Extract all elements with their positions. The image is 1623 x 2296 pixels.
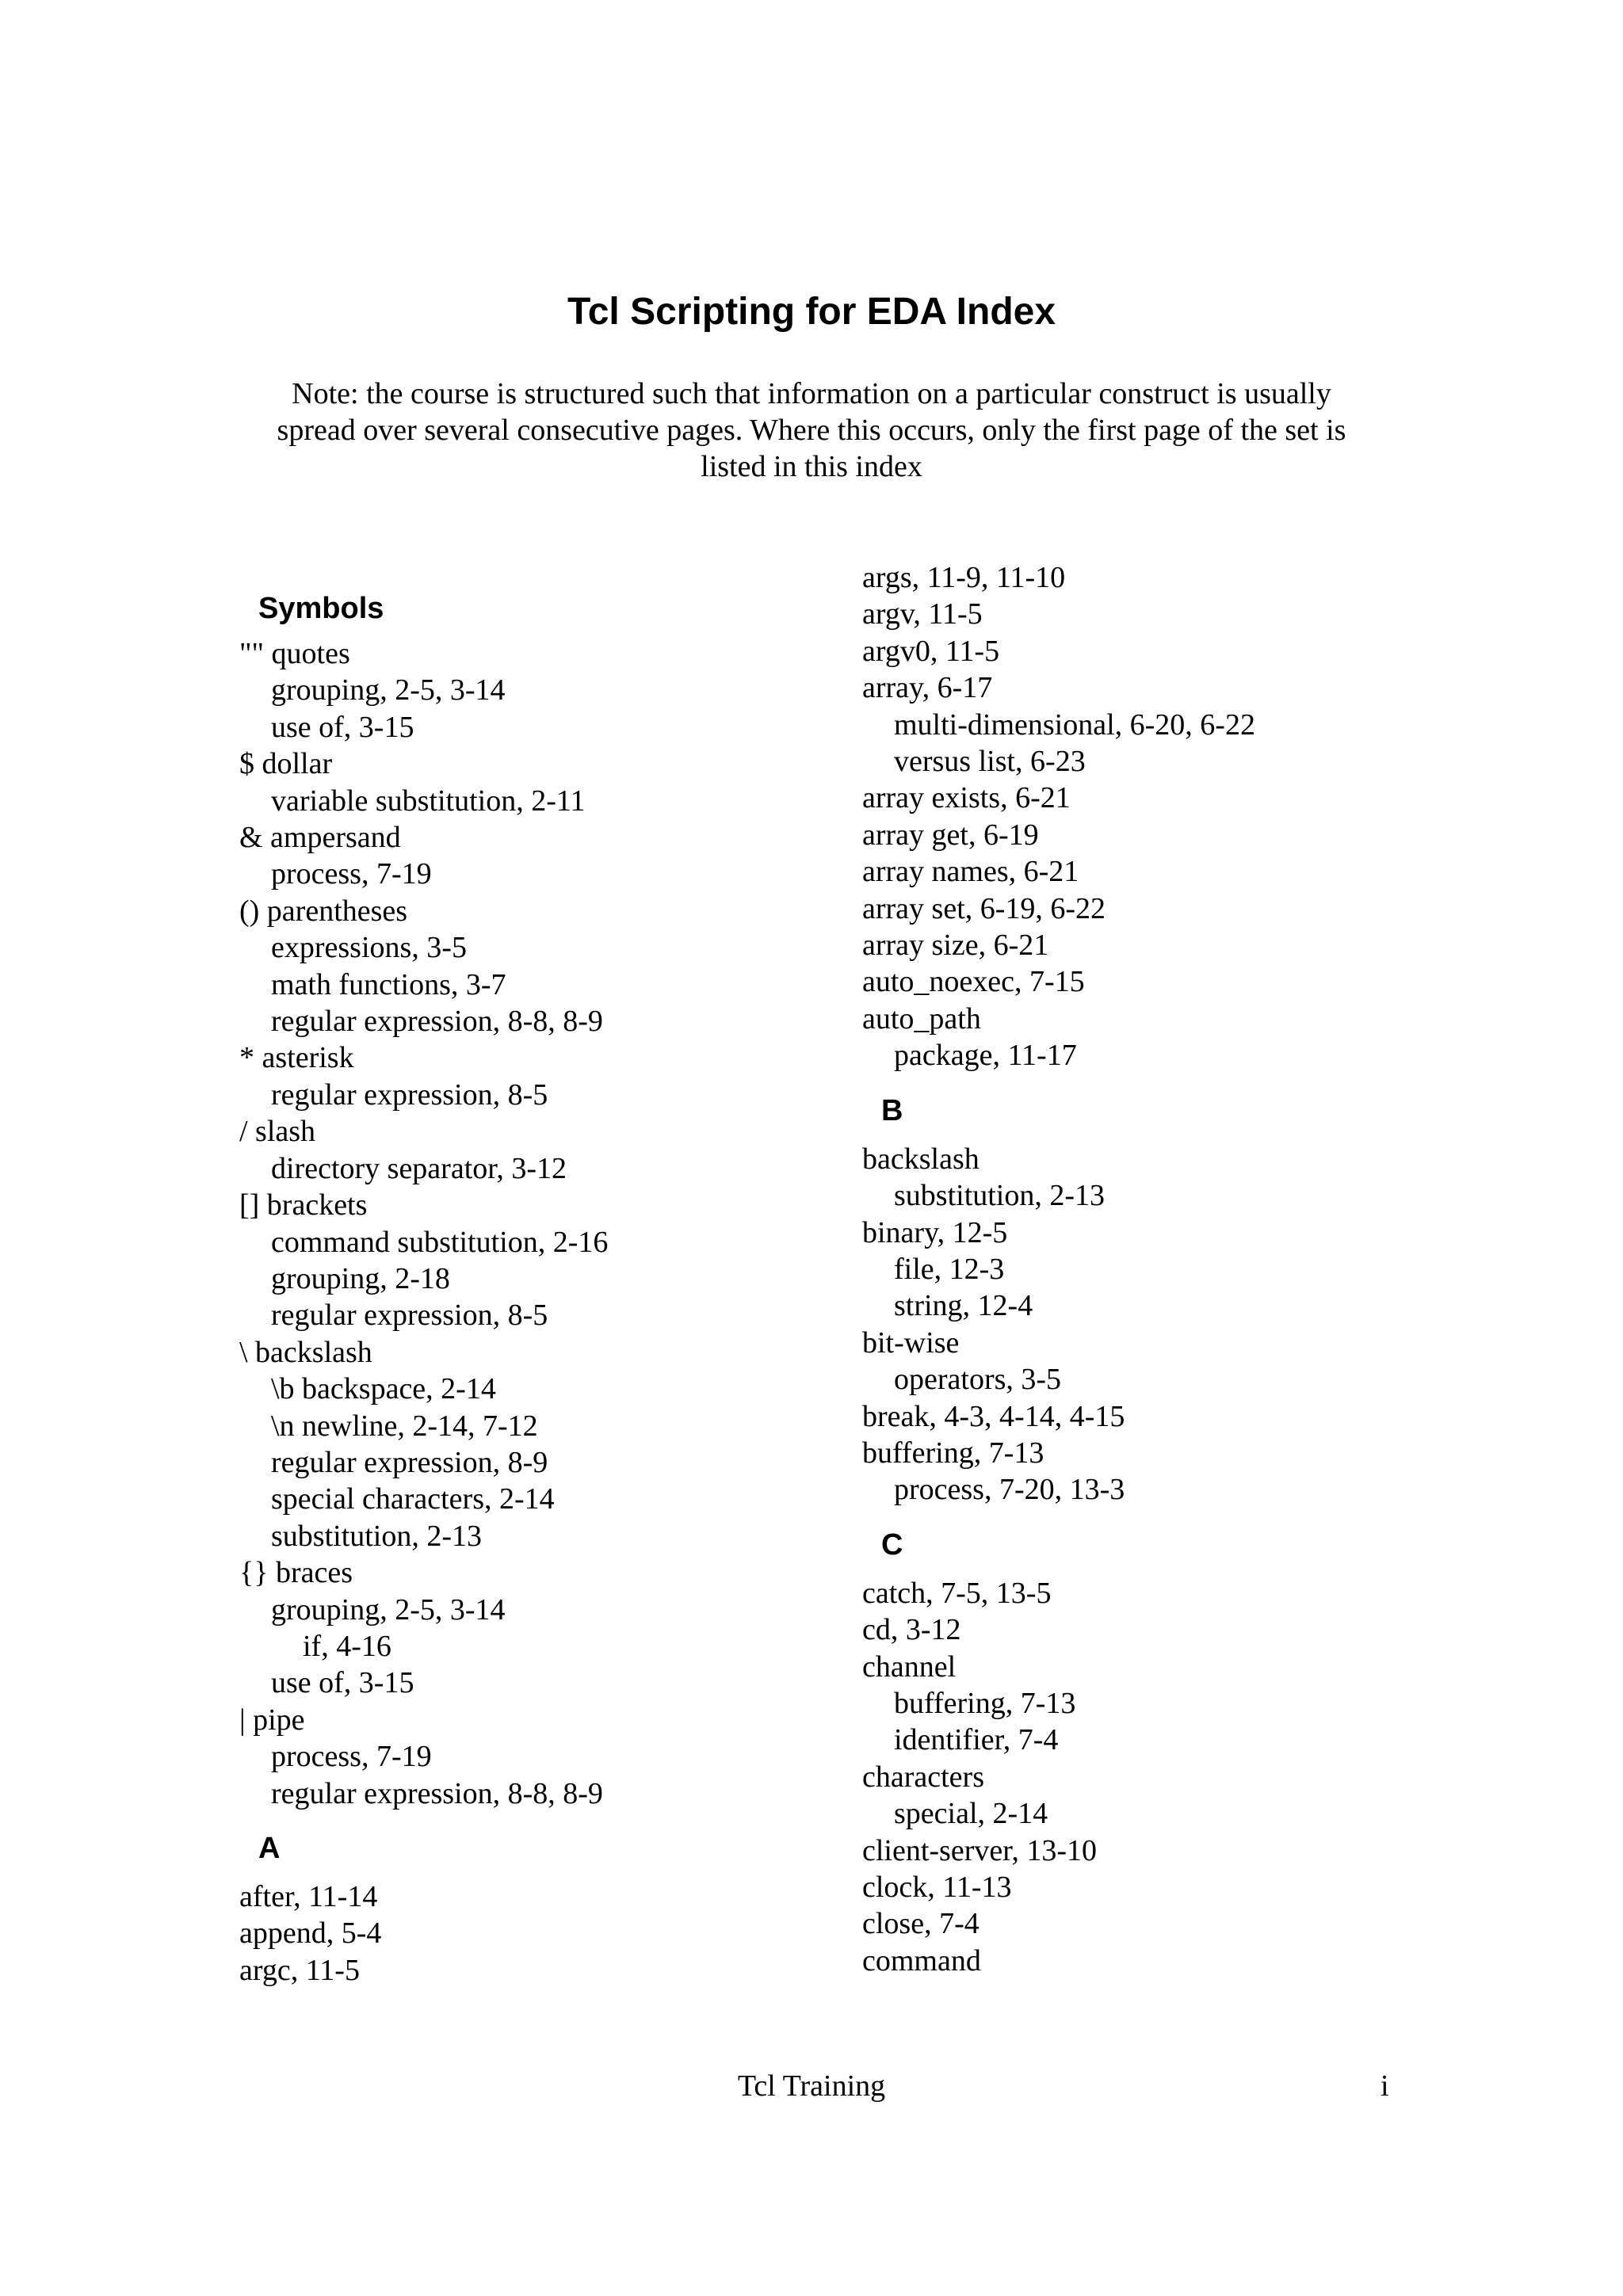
index-subentry: grouping, 2-5, 3-14	[271, 673, 506, 707]
section-heading-c: C	[881, 1527, 903, 1562]
index-subentry: \n newline, 2-14, 7-12	[271, 1409, 538, 1443]
note-line: Note: the course is structured such that information on a particular construct is usually	[292, 377, 1331, 410]
index-subsubentry: if, 4-16	[303, 1629, 391, 1663]
page-number: i	[1381, 2069, 1389, 2103]
index-subentry: regular expression, 8-8, 8-9	[271, 1005, 603, 1039]
index-subentry: regular expression, 8-5	[271, 1299, 548, 1333]
index-entry: backslash	[862, 1142, 980, 1176]
index-entry: args, 11-9, 11-10	[862, 561, 1066, 594]
index-entry: argc, 11-5	[239, 1953, 360, 1987]
index-entry: close, 7-4	[862, 1907, 980, 1941]
index-entry: [] brackets	[239, 1188, 368, 1222]
index-column-left	[239, 592, 609, 1989]
index-entry: auto_noexec, 7-15	[862, 965, 1085, 999]
index-entry: \ backslash	[239, 1335, 372, 1369]
index-entry: () parentheses	[239, 894, 408, 928]
index-entry: after, 11-14	[239, 1880, 378, 1913]
index-subentry: process, 7-19	[271, 857, 432, 891]
index-subentry: multi-dimensional, 6-20, 6-22	[894, 707, 1255, 742]
index-entry: $ dollar	[239, 747, 333, 781]
index-entry: * asterisk	[239, 1041, 354, 1075]
index-entry: array, 6-17	[862, 671, 993, 705]
index-entry: channel	[862, 1650, 957, 1684]
section-heading-a: A	[258, 1832, 281, 1865]
page-title: Tcl Scripting for EDA Index	[567, 291, 1056, 333]
index-entry: break, 4-3, 4-14, 4-15	[862, 1399, 1125, 1433]
index-entry: bit-wise	[862, 1325, 960, 1360]
note-line: listed in this index	[701, 450, 922, 483]
index-subentry: identifier, 7-4	[894, 1723, 1059, 1757]
index-entry: array get, 6-19	[862, 818, 1039, 852]
index-entry: array size, 6-21	[862, 929, 1049, 963]
index-subentry: \b backspace, 2-14	[271, 1372, 496, 1406]
index-subentry: string, 12-4	[894, 1289, 1033, 1323]
index-subentry: versus list, 6-23	[894, 745, 1086, 779]
index-subentry: regular expression, 8-9	[271, 1445, 548, 1479]
index-subentry: command substitution, 2-16	[271, 1225, 609, 1259]
index-entry: clock, 11-13	[862, 1871, 1012, 1904]
index-subentry: special, 2-14	[894, 1797, 1048, 1831]
index-entry: command	[862, 1943, 981, 1978]
index-subentry: buffering, 7-13	[894, 1686, 1076, 1720]
index-entry: append, 5-4	[239, 1917, 382, 1951]
index-subentry: file, 12-3	[894, 1252, 1005, 1286]
index-subentry: substitution, 2-13	[894, 1179, 1106, 1213]
index-subentry: process, 7-20, 13-3	[894, 1473, 1125, 1507]
index-subentry: regular expression, 8-5	[271, 1077, 548, 1112]
index-subentry: expressions, 3-5	[271, 931, 467, 965]
index-subentry: use of, 3-15	[271, 710, 414, 744]
index-entry: / slash	[239, 1115, 316, 1149]
section-heading-b: B	[881, 1093, 903, 1127]
index-subentry: special characters, 2-14	[271, 1482, 555, 1516]
footer-title: Tcl Training	[737, 2069, 886, 2103]
index-entry: buffering, 7-13	[862, 1436, 1044, 1470]
index-entry: array exists, 6-21	[862, 781, 1071, 815]
index-entry: | pipe	[239, 1703, 305, 1737]
index-column-right	[862, 559, 1255, 1979]
index-subentry: directory separator, 3-12	[271, 1151, 567, 1185]
index-subentry: operators, 3-5	[894, 1363, 1062, 1397]
index-entry: array names, 6-21	[862, 855, 1079, 889]
index-entry: client-server, 13-10	[862, 1833, 1098, 1867]
index-subentry: variable substitution, 2-11	[271, 784, 586, 818]
index-entry: array set, 6-19, 6-22	[862, 891, 1106, 925]
note-line: spread over several consecutive pages. Where this occurs, only the first page of the set is	[277, 414, 1346, 447]
index-entry: argv, 11-5	[862, 597, 983, 631]
index-entry: argv0, 11-5	[862, 634, 1000, 668]
index-subentry: grouping, 2-18	[271, 1261, 450, 1295]
index-subentry: use of, 3-15	[271, 1666, 414, 1700]
index-subentry: grouping, 2-5, 3-14	[271, 1592, 506, 1627]
index-subentry: process, 7-19	[271, 1740, 432, 1774]
index-subentry: substitution, 2-13	[271, 1519, 483, 1553]
index-entry: catch, 7-5, 13-5	[862, 1576, 1052, 1610]
index-entry: {} braces	[239, 1556, 353, 1590]
index-entry: characters	[862, 1760, 984, 1794]
index-subentry: math functions, 3-7	[271, 967, 506, 1001]
section-heading-symbols: Symbols	[258, 592, 384, 625]
index-entry: binary, 12-5	[862, 1215, 1008, 1249]
index-entry: "" quotes	[239, 637, 350, 670]
index-note	[241, 376, 1382, 485]
index-subentry: regular expression, 8-8, 8-9	[271, 1776, 603, 1810]
index-entry: & ampersand	[239, 821, 401, 855]
index-entry: cd, 3-12	[862, 1613, 961, 1647]
index-entry: auto_path	[862, 1001, 981, 1035]
index-subentry: package, 11-17	[894, 1039, 1077, 1073]
